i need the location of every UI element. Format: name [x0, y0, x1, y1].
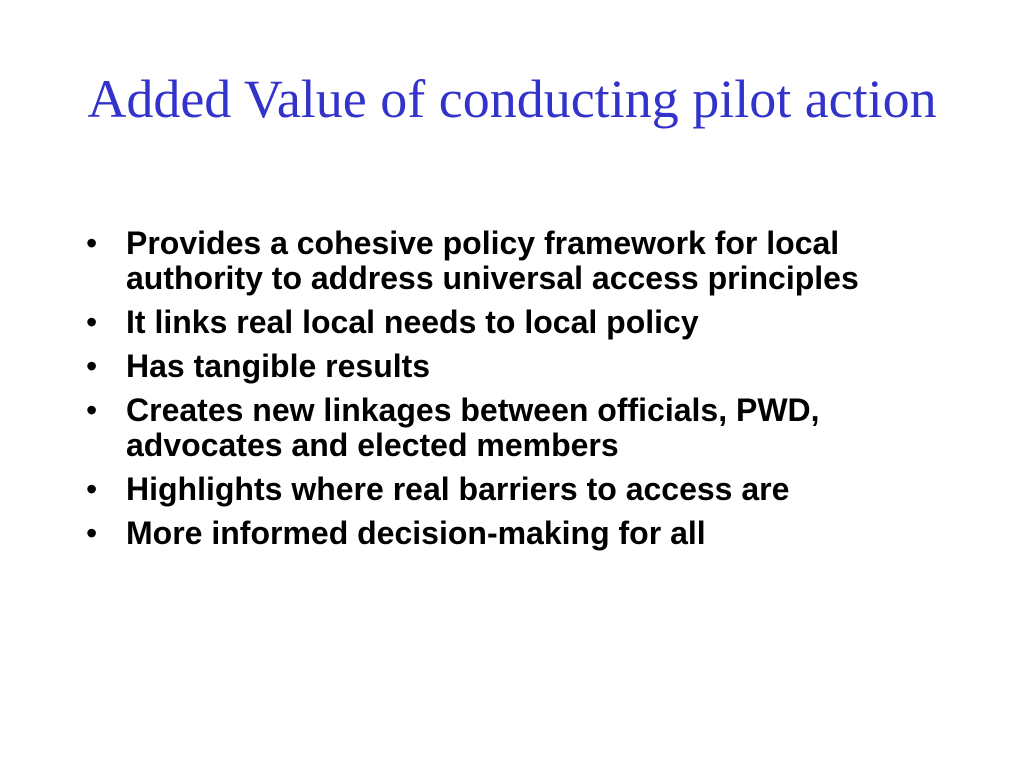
bullet-text: More informed decision-making for all [126, 515, 706, 551]
list-item [86, 393, 946, 463]
bullet-icon: • [86, 225, 98, 261]
list-item [86, 472, 946, 507]
slide-title: Added Value of conducting pilot action [87, 69, 937, 129]
bullet-text: Provides a cohesive policy framework for local authority to address universal access principles [126, 225, 859, 296]
list-item [86, 516, 946, 551]
list-item [86, 226, 946, 296]
bullet-icon: • [86, 348, 98, 384]
list-item [86, 349, 946, 384]
bullet-icon: • [86, 515, 98, 551]
bullet-text: Highlights where real barriers to access are [126, 471, 790, 507]
bullet-icon: • [86, 304, 98, 340]
bullet-list [86, 226, 946, 560]
bullet-text: Creates new linkages between officials, PWD, advocates and elected members [126, 392, 820, 463]
bullet-icon: • [86, 392, 98, 428]
bullet-text: Has tangible results [126, 348, 431, 384]
bullet-text: It links real local needs to local policy [126, 304, 699, 340]
bullet-icon: • [86, 471, 98, 507]
list-item [86, 305, 946, 340]
